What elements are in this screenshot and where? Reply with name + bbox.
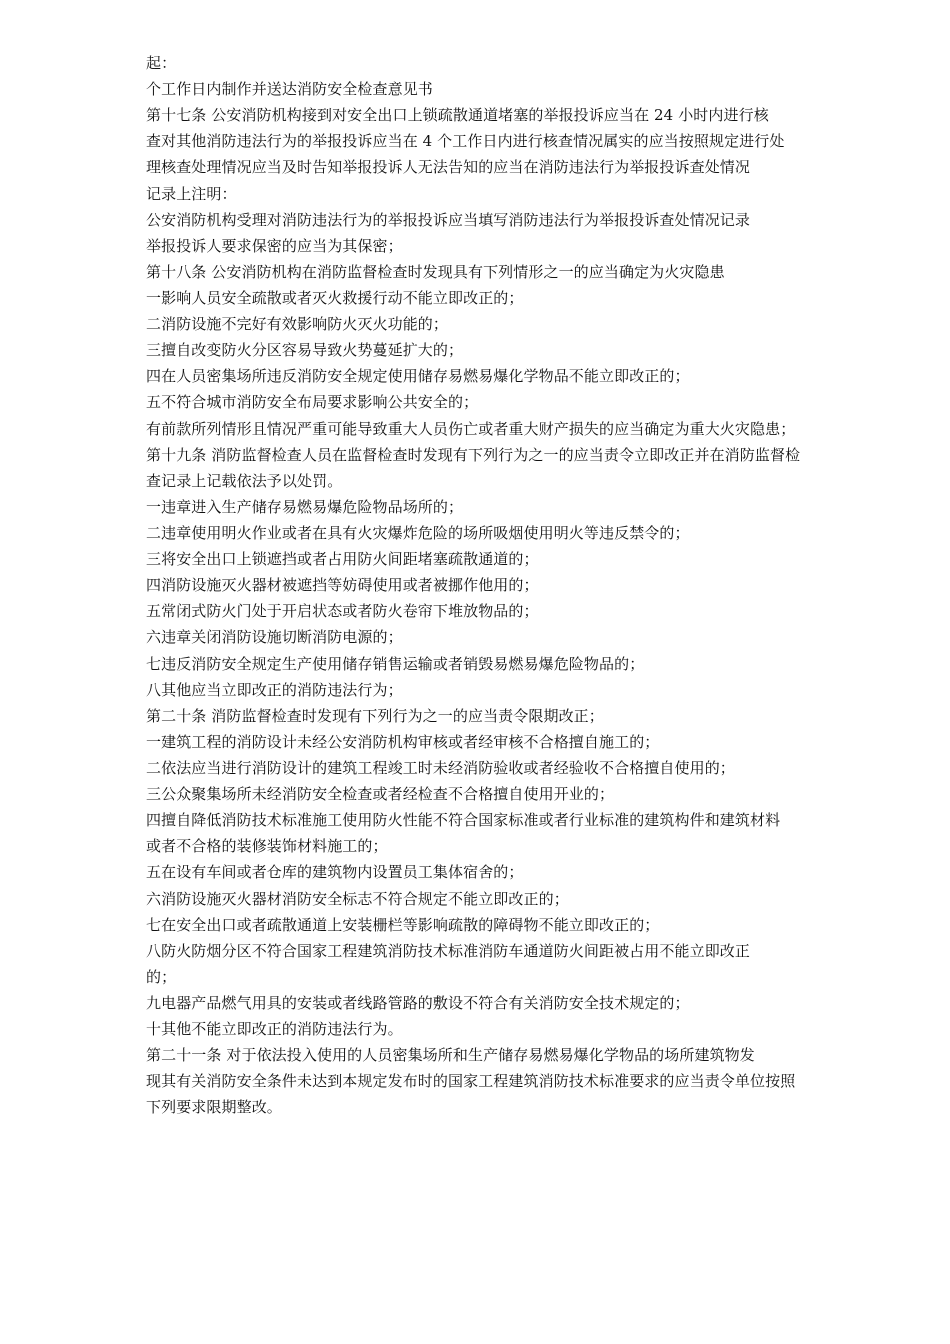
text-line: 有前款所列情形且情况严重可能导致重大人员伤亡或者重大财产损失的应当确定为重大火灾隐患； — [146, 419, 796, 438]
text-line: 起： — [146, 54, 177, 72]
text-line: 记录上注明： — [146, 184, 237, 203]
list-item: 四在人员密集场所违反消防安全规定使用储存易燃易爆化学物品不能立即改正的； — [146, 367, 690, 386]
article-19-heading: 第十九条 消防监督检查人员在监督检查时发现有下列行为之一的应当责令立即改正并在消防监督检 — [146, 445, 801, 464]
text-line: 查记录上记载依法予以处罚。 — [146, 471, 343, 490]
list-item: 十其他不能立即改正的消防违法行为。 — [146, 1020, 403, 1039]
list-item: 三公众聚集场所未经消防安全检查或者经检查不合格擅自使用开业的； — [146, 785, 615, 804]
list-item: 八其他应当立即改正的消防违法行为； — [146, 680, 403, 699]
list-item: 六消防设施灭火器材消防安全标志不符合规定不能立即改正的； — [146, 889, 569, 908]
list-item: 二消防设施不完好有效影响防火灭火功能的； — [146, 315, 449, 334]
list-item: 一影响人员安全疏散或者灭火救援行动不能立即改正的； — [146, 288, 524, 307]
list-item: 五不符合城市消防安全布局要求影响公共安全的； — [146, 393, 479, 412]
text-line: 举报投诉人要求保密的应当为其保密； — [146, 236, 403, 255]
article-17-heading: 第十七条 公安消防机构接到对安全出口上锁疏散通道堵塞的举报投诉应当在 24 小时内进行核 — [146, 106, 769, 125]
list-item: 七在安全出口或者疏散通道上安装栅栏等影响疏散的障碍物不能立即改正的； — [146, 915, 660, 934]
text-line: 现其有关消防安全条件未达到本规定发布时的国家工程建筑消防技术标准要求的应当责令单位按照 — [146, 1072, 796, 1091]
list-item: 三擅自改变防火分区容易导致火势蔓延扩大的； — [146, 341, 464, 360]
list-item: 一建筑工程的消防设计未经公安消防机构审核或者经审核不合格擅自施工的； — [146, 732, 660, 751]
list-item: 一违章进入生产储存易燃易爆危险物品场所的； — [146, 497, 464, 516]
list-item: 九电器产品燃气用具的安装或者线路管路的敷设不符合有关消防安全技术规定的； — [146, 993, 690, 1012]
list-item: 四擅自降低消防技术标准施工使用防火性能不符合国家标准或者行业标准的建筑构件和建筑材料 — [146, 811, 781, 830]
list-item: 二依法应当进行消防设计的建筑工程竣工时未经消防验收或者经验收不合格擅自使用的； — [146, 758, 735, 777]
list-item: 六违章关闭消防设施切断消防电源的； — [146, 628, 403, 647]
list-item: 二违章使用明火作业或者在具有火灾爆炸危险的场所吸烟使用明火等违反禁令的； — [146, 523, 690, 542]
text-line: 公安消防机构受理对消防违法行为的举报投诉应当填写消防违法行为举报投诉查处情况记录 — [146, 210, 751, 229]
text-line: 理核查处理情况应当及时告知举报投诉人无法告知的应当在消防违法行为举报投诉查处情况 — [146, 158, 751, 177]
article-21-heading: 第二十一条 对于依法投入使用的人员密集场所和生产储存易燃易爆化学物品的场所建筑物发 — [146, 1046, 755, 1065]
text-line: 或者不合格的装修装饰材料施工的； — [146, 837, 388, 856]
list-item: 五在设有车间或者仓库的建筑物内设置员工集体宿舍的； — [146, 863, 524, 882]
text-line: 个工作日内制作并送达消防安全检查意见书 — [146, 80, 433, 99]
list-item: 三将安全出口上锁遮挡或者占用防火间距堵塞疏散通道的； — [146, 550, 539, 569]
list-item: 四消防设施灭火器材被遮挡等妨碍使用或者被挪作他用的； — [146, 576, 539, 595]
list-item: 五常闭式防火门处于开启状态或者防火卷帘下堆放物品的； — [146, 602, 539, 621]
list-item: 八防火防烟分区不符合国家工程建筑消防技术标准消防车通道防火间距被占用不能立即改正 — [146, 941, 751, 960]
text-line: 下列要求限期整改。 — [146, 1098, 282, 1117]
list-item: 七违反消防安全规定生产使用储存销售运输或者销毁易燃易爆危险物品的； — [146, 654, 645, 673]
text-line: 查对其他消防违法行为的举报投诉应当在 4 个工作日内进行核查情况属实的应当按照规定进行处 — [146, 132, 785, 151]
text-line: 的； — [146, 967, 177, 986]
article-18-heading: 第十八条 公安消防机构在消防监督检查时发现具有下列情形之一的应当确定为火灾隐患 — [146, 262, 725, 281]
article-20-heading: 第二十条 消防监督检查时发现有下列行为之一的应当责令限期改正； — [146, 706, 604, 725]
document-body — [146, 50, 886, 1120]
